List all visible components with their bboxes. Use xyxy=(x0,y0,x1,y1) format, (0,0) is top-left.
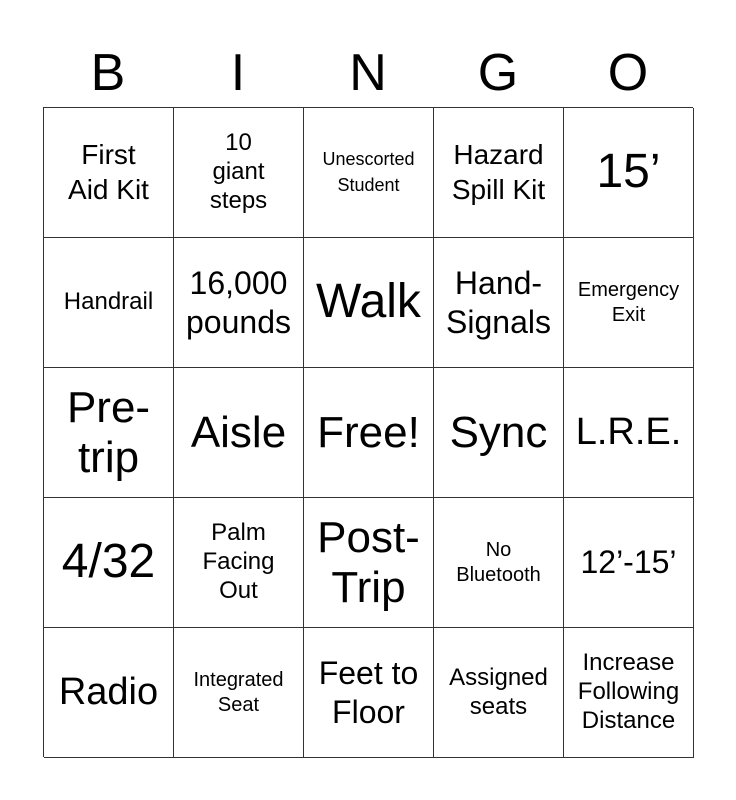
bingo-cell[interactable]: 15’ xyxy=(564,108,694,238)
bingo-cell[interactable]: 4/32 xyxy=(44,498,174,628)
bingo-cell[interactable]: Feet to Floor xyxy=(304,628,434,758)
bingo-cell[interactable]: Post- Trip xyxy=(304,498,434,628)
bingo-cell[interactable]: L.R.E. xyxy=(564,368,694,498)
bingo-header xyxy=(43,38,693,108)
bingo-cell[interactable]: Pre- trip xyxy=(44,368,174,498)
bingo-cell[interactable]: Hand- Signals xyxy=(434,238,564,368)
bingo-cell[interactable]: Aisle xyxy=(174,368,304,498)
bingo-cell[interactable]: Palm Facing Out xyxy=(174,498,304,628)
bingo-cell[interactable]: 16,000 pounds xyxy=(174,238,304,368)
header-letter-b: B xyxy=(90,44,126,102)
bingo-cell[interactable]: Free! xyxy=(304,368,434,498)
bingo-board xyxy=(43,107,693,757)
bingo-cell[interactable]: Radio xyxy=(44,628,174,758)
bingo-cell[interactable]: Unescorted Student xyxy=(304,108,434,238)
bingo-cell[interactable]: No Bluetooth xyxy=(434,498,564,628)
bingo-cell[interactable]: Hazard Spill Kit xyxy=(434,108,564,238)
header-letter-g: G xyxy=(477,44,519,102)
header-letter-o: O xyxy=(607,44,649,102)
bingo-cell[interactable]: 12’-15’ xyxy=(564,498,694,628)
bingo-cell[interactable]: 10 giant steps xyxy=(174,108,304,238)
bingo-cell[interactable]: Increase Following Distance xyxy=(564,628,694,758)
bingo-cell[interactable]: Walk xyxy=(304,238,434,368)
bingo-cell[interactable]: Integrated Seat xyxy=(174,628,304,758)
header-letter-i: I xyxy=(230,44,246,102)
bingo-cell[interactable]: First Aid Kit xyxy=(44,108,174,238)
header-letter-n: N xyxy=(349,44,387,102)
bingo-cell[interactable]: Emergency Exit xyxy=(564,238,694,368)
bingo-cell[interactable]: Assigned seats xyxy=(434,628,564,758)
bingo-cell[interactable]: Handrail xyxy=(44,238,174,368)
bingo-cell[interactable]: Sync xyxy=(434,368,564,498)
